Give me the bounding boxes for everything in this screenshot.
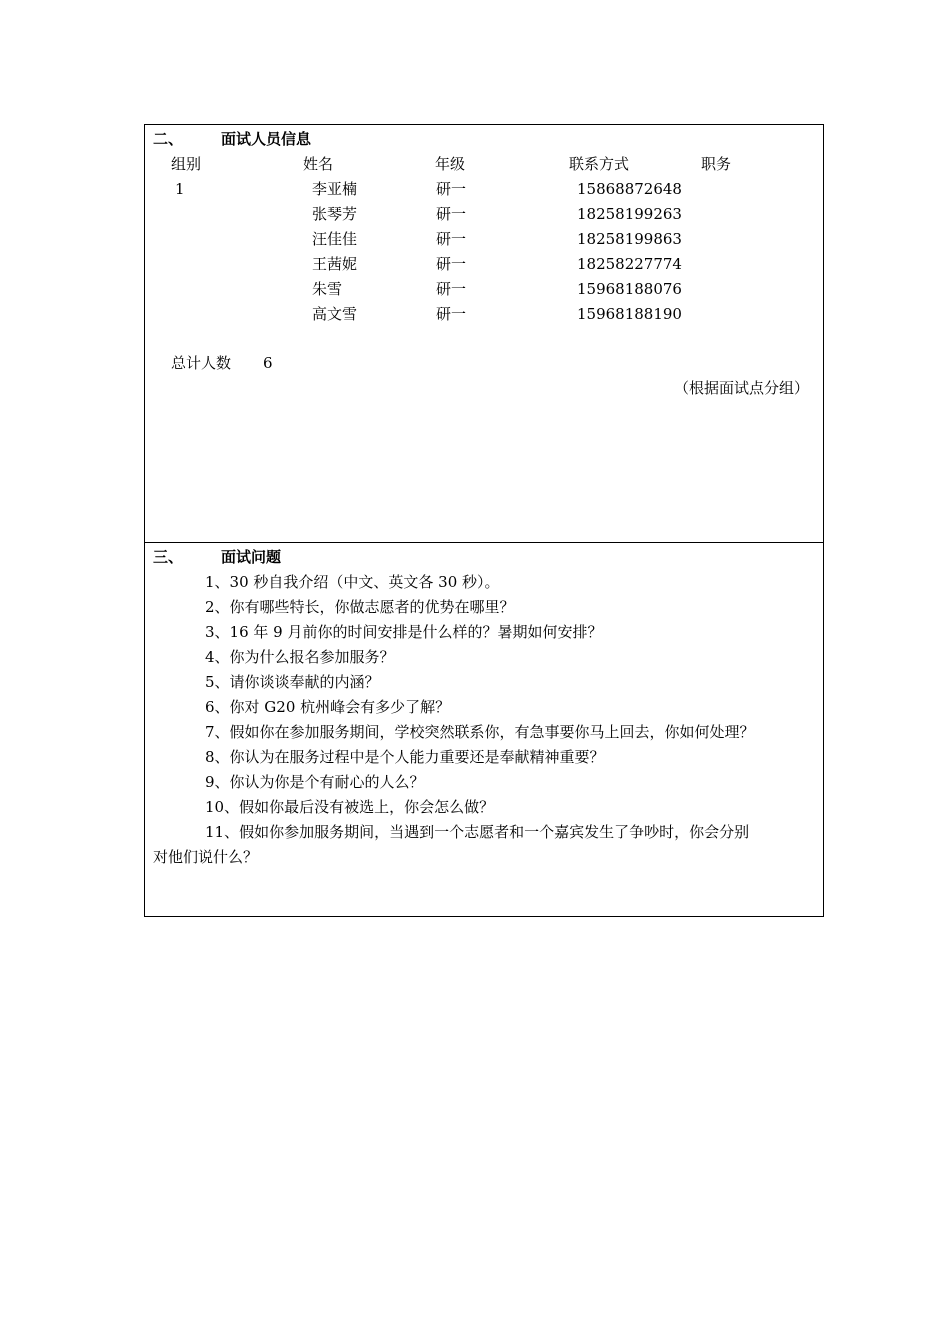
question-item: 7、假如你在参加服务期间，学校突然联系你，有急事要你马上回去，你如何处理？ (205, 723, 755, 741)
member-name: 李亚楠 (312, 180, 358, 198)
member-grade: 研一 (436, 255, 467, 273)
member-name: 汪佳佳 (312, 230, 358, 248)
header-name: 姓名 (303, 155, 334, 173)
question-item: 9、你认为你是个有耐心的人么？ (205, 773, 425, 791)
member-grade: 研一 (436, 305, 467, 323)
grouping-note: （根据面试点分组） (673, 379, 809, 397)
question-item: 1、30 秒自我介绍（中文、英文各 30 秒）。 (205, 573, 500, 591)
question-item: 2、你有哪些特长，你做志愿者的优势在哪里？ (205, 598, 515, 616)
member-contact: 15968188190 (577, 305, 682, 323)
group-id: 1 (175, 180, 185, 198)
question-item: 10、假如你最后没有被选上，你会怎么做？ (205, 798, 495, 816)
question-item: 11、假如你参加服务期间，当遇到一个志愿者和一个嘉宾发生了争吵时，你会分别 (205, 823, 750, 841)
member-grade: 研一 (436, 230, 467, 248)
section-title: 面试问题 (221, 548, 282, 566)
member-contact: 18258227774 (577, 255, 682, 273)
member-grade: 研一 (436, 180, 467, 198)
member-name: 朱雪 (312, 280, 343, 298)
member-contact: 18258199263 (577, 205, 682, 223)
question-item: 5、请你谈谈奉献的内涵？ (205, 673, 380, 691)
member-contact: 15968188076 (577, 280, 682, 298)
member-grade: 研一 (436, 205, 467, 223)
member-name: 高文雪 (312, 305, 358, 323)
total-label: 总计人数 (171, 354, 232, 372)
member-name: 王茜妮 (312, 255, 358, 273)
member-grade: 研一 (436, 280, 467, 298)
header-position: 职务 (701, 155, 732, 173)
section-number: 二、 (153, 130, 184, 148)
member-contact: 18258199863 (577, 230, 682, 248)
member-name: 张琴芳 (312, 205, 358, 223)
question-item: 6、你对 G20 杭州峰会有多少了解？ (205, 698, 451, 716)
interviewee-info-section (144, 124, 824, 543)
header-contact: 联系方式 (569, 155, 630, 173)
question-item: 8、你认为在服务过程中是个人能力重要还是奉献精神重要？ (205, 748, 605, 766)
question-item: 3、16 年 9 月前你的时间安排是什么样的？暑期如何安排？ (205, 623, 603, 641)
question-item: 4、你为什么报名参加服务？ (205, 648, 395, 666)
interview-questions-section (144, 542, 824, 917)
section-number: 三、 (153, 548, 184, 566)
section-title: 面试人员信息 (221, 130, 312, 148)
header-grade: 年级 (435, 155, 466, 173)
total-value: 6 (263, 354, 273, 372)
question-item-continuation: 对他们说什么？ (153, 848, 259, 866)
header-group: 组别 (171, 155, 202, 173)
member-contact: 15868872648 (577, 180, 682, 198)
